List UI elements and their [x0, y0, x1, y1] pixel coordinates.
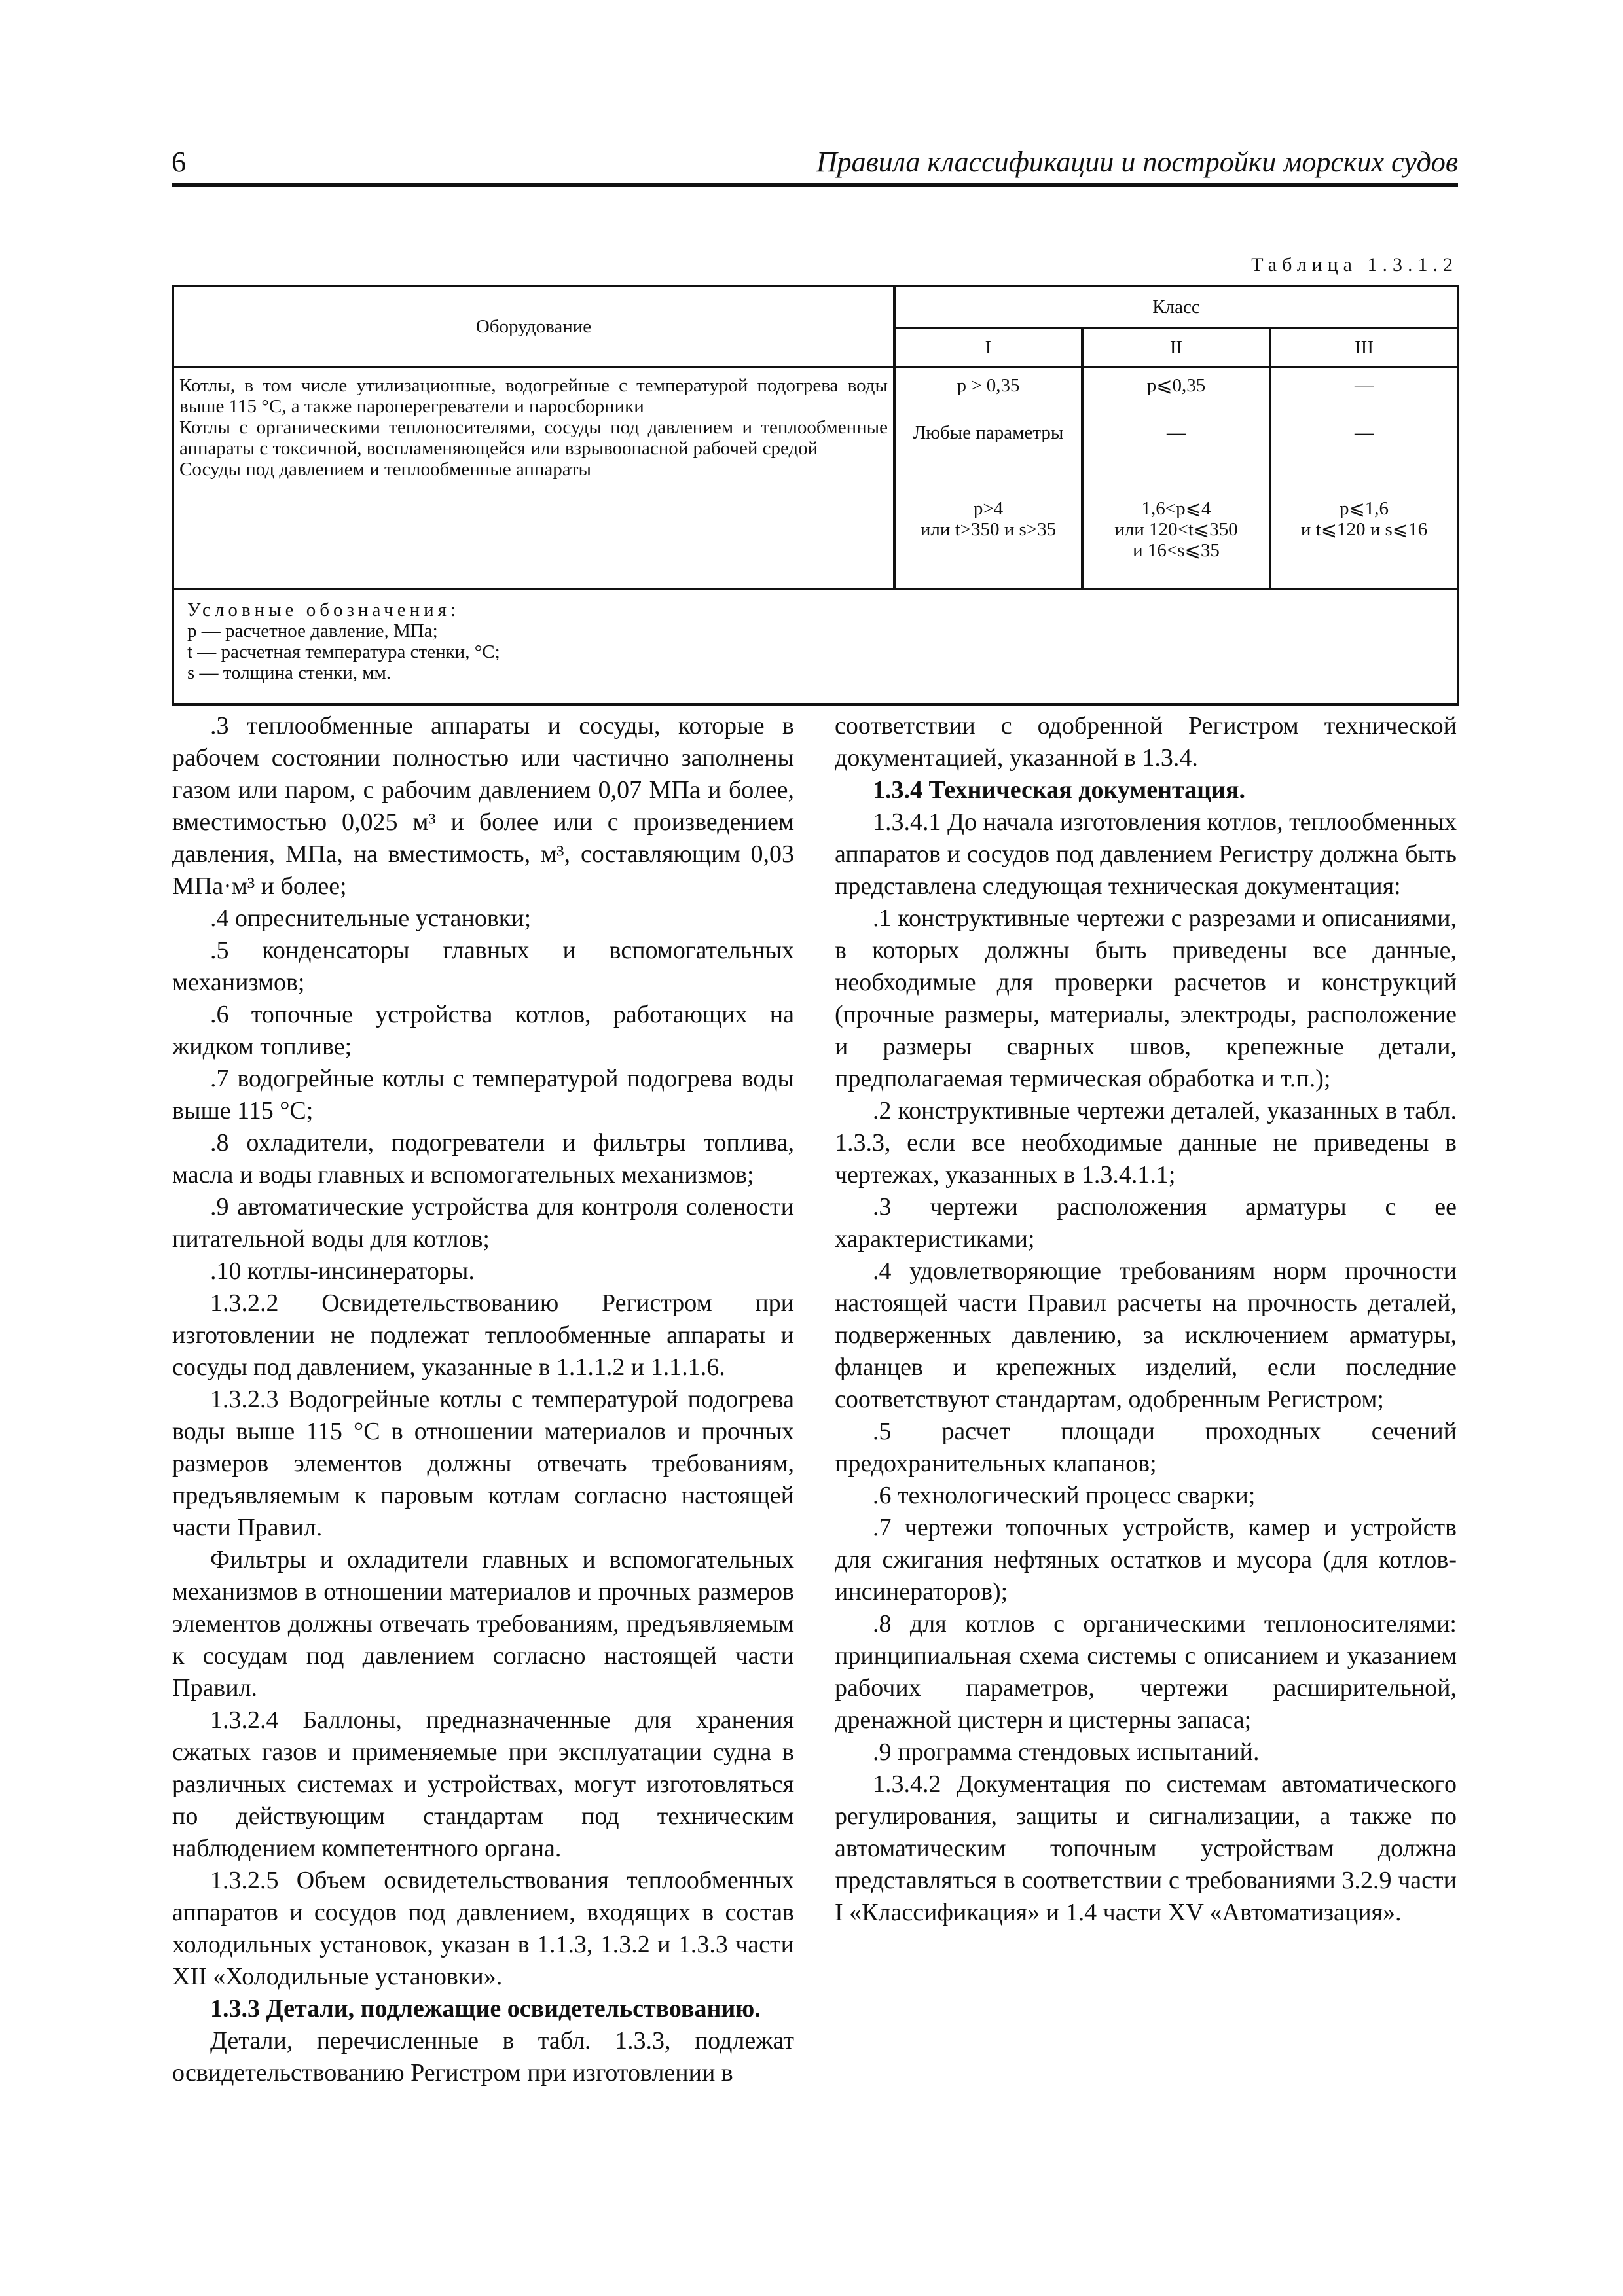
paragraph: Детали, перечисленные в табл. 1.3.3, подлежат освидетельствованию Регистром при изготовлении в [172, 2027, 794, 2087]
class-2-values [1082, 367, 1270, 589]
equipment-row-2: Котлы с органическими теплоносителями, сосуды под давлением и теплообменные аппараты с токсичной, воспламеняющейся или взрывоопасной рабочей средой [179, 417, 888, 459]
page-header [172, 145, 1458, 187]
page-number: 6 [172, 146, 186, 178]
row1-class3: — [1355, 375, 1374, 396]
row3-class3-line: и t⩽120 и s⩽16 [1300, 519, 1428, 540]
paragraph: 1.3.4.1 До начала изготовления котлов, теплообменных аппаратов и сосудов под давлением Регистру должна быть представлена следующая техническая документация: [835, 808, 1457, 900]
paragraph: .10 котлы-инсинераторы. [210, 1257, 475, 1285]
paragraph: 1.3.2.2 Освидетельствованию Регистром при изготовлении не подлежат теплообменные аппараты и сосуды под давлением, указанные в 1.1.1.2 и 1.1.1.6. [172, 1289, 794, 1381]
header-class-1: I [894, 328, 1082, 367]
class-3-values [1270, 367, 1458, 589]
paragraph: .5 конденсаторы главных и вспомогательных механизмов; [172, 937, 794, 996]
paragraph: .8 охладители, подогреватели и фильтры топлива, масла и воды главных и вспомогательных механизмов; [172, 1129, 794, 1189]
spec-table [172, 285, 1459, 706]
paragraph: .3 чертежи расположения арматуры с ее характеристиками; [835, 1193, 1457, 1253]
paragraph: 1.3.2.3 Водогрейные котлы с температурой подогрева воды выше 115 °С в отношении материалов и прочных размеров элементов должны отвечать требованиям, предъявляемым к паровым котлам согласно настоящей части Правил. [172, 1386, 794, 1541]
legend-row [173, 589, 1458, 704]
paragraph: 1.3.2.4 Баллоны, предназначенные для хранения сжатых газов и применяемые при эксплуатации судна в различных системах и устройствах, могут изготовляться по действующим стандартам под техническим наблюдением компетентного органа. [172, 1706, 794, 1862]
legend-title: Условные обозначения: [187, 600, 460, 620]
row3-class3 [1277, 498, 1451, 540]
legend-cell [173, 589, 1458, 704]
section-heading: 1.3.4 Техническая документация. [873, 776, 1245, 804]
class-1-values [894, 367, 1082, 589]
paragraph: .4 удовлетворяющие требованиям норм прочности настоящей части Правил расчеты на прочность деталей, подверженных давлению, за исключением арматуры, фланцев и крепежных изделий, если последние соответствуют стандартам, одобренным Регистром; [835, 1257, 1457, 1413]
row3-class2 [1089, 498, 1264, 561]
legend-line: s — толщина стенки, мм. [187, 662, 392, 683]
equipment-cell [173, 367, 894, 589]
row3-class3-line: p⩽1,6 [1339, 498, 1389, 519]
paragraph: .2 конструктивные чертежи деталей, указанных в табл. 1.3.3, если все необходимые данные не приведены в чертежах, указанных в 1.3.4.1.1; [835, 1097, 1457, 1189]
paragraph: .6 топочные устройства котлов, работающих на жидком топливе; [172, 1001, 794, 1060]
header-equipment: Оборудование [173, 286, 894, 367]
paragraph: 1.3.4.2 Документация по системам автоматического регулирования, защиты и сигнализации, а также по автоматическим топочным устройствам должна представляться в соответствии с требованиями 3.2.9 части I «Классификация» и 1.4 части XV «Автоматизация». [835, 1770, 1457, 1926]
paragraph: .8 для котлов с органическими теплоносителями: принципиальная схема системы с описанием и указанием рабочих параметров, чертежи расширительной, дренажной цистерн и цистерны запаса; [835, 1610, 1457, 1734]
legend-line: t — расчетная температура стенки, °С; [187, 641, 500, 662]
table-caption: Таблица 1.3.1.2 [1251, 254, 1458, 276]
section-heading: 1.3.3 Детали, подлежащие освидетельствованию. [210, 1995, 761, 2022]
row2-class2: — [1167, 422, 1186, 443]
paragraph: .6 технологический процесс сварки; [873, 1482, 1256, 1509]
paragraph: .7 чертежи топочных устройств, камер и устройств для сжигания нефтяных остатков и мусора (для котлов-инсинераторов); [835, 1514, 1457, 1605]
paragraph: Фильтры и охладители главных и вспомогательных механизмов в отношении материалов и прочных размеров элементов должны отвечать требованиям, предъявляемым к сосудам под давлением согласно настоящей части Правил. [172, 1546, 794, 1702]
right-column [835, 710, 1457, 1929]
row3-class2-line: или 120<t⩽350 [1114, 519, 1238, 540]
row3-class1-line: или t>350 и s>35 [920, 519, 1057, 540]
paragraph: соответствии с одобренной Регистром технической документацией, указанной в 1.3.4. [835, 712, 1457, 772]
paragraph: .7 водогрейные котлы с температурой подогрева воды выше 115 °С; [172, 1065, 794, 1124]
header-class-2: II [1082, 328, 1270, 367]
header-class-3: III [1270, 328, 1458, 367]
equipment-row-3: Сосуды под давлением и теплообменные аппараты [179, 459, 592, 480]
row3-class2-line: 1,6<p⩽4 [1141, 498, 1211, 519]
paragraph: .4 опреснительные установки; [210, 905, 532, 932]
row1-class2: p⩽0,35 [1146, 375, 1206, 396]
paragraph: .5 расчет площади проходных сечений предохранительных клапанов; [835, 1418, 1457, 1477]
paragraph: .1 конструктивные чертежи с разрезами и описаниями, в которых должны быть приведены все данные, необходимые для проверки расчетов и конструкций (прочные размеры, материалы, электроды, расположение и размеры сварных швов, крепежные детали, предполагаемая термическая обработка и т.п.); [835, 905, 1457, 1092]
legend-line: p — расчетное давление, МПа; [187, 620, 438, 641]
running-title: Правила классификации и постройки морских судов [816, 146, 1458, 178]
paragraph: .9 программа стендовых испытаний. [873, 1738, 1260, 1766]
row3-class1-line: p>4 [973, 498, 1004, 519]
paragraph: .9 автоматические устройства для контроля солености питательной воды для котлов; [172, 1193, 794, 1253]
row1-class1: p > 0,35 [957, 375, 1020, 396]
paragraph: .3 теплообменные аппараты и сосуды, которые в рабочем состоянии полностью или частично заполнены газом или паром, с рабочим давлением 0,07 МПа и более, вместимостью 0,025 м³ и более или с произведением давления, МПа, на вместимость, м³, составляющим 0,03 МПа·м³ и более; [172, 712, 794, 900]
equipment-row-1: Котлы, в том числе утилизационные, водогрейные с температурой подогрева воды выше 115 °С, а также пароперегреватели и паросборники [179, 375, 888, 417]
left-column [172, 710, 794, 2089]
row3-class2-line: и 16<s⩽35 [1133, 540, 1220, 561]
row3-class1 [901, 498, 1076, 540]
table-body-row [173, 367, 1458, 589]
row2-class3: — [1355, 422, 1374, 443]
header-class: Класс [894, 286, 1458, 328]
row2-class1: Любые параметры [913, 422, 1064, 443]
paragraph: 1.3.2.5 Объем освидетельствования теплообменных аппаратов и сосудов под давлением, входящих в состав холодильных установок, указан в 1.1.3, 1.3.2 и 1.3.3 части XII «Холодильные установки». [172, 1867, 794, 1990]
